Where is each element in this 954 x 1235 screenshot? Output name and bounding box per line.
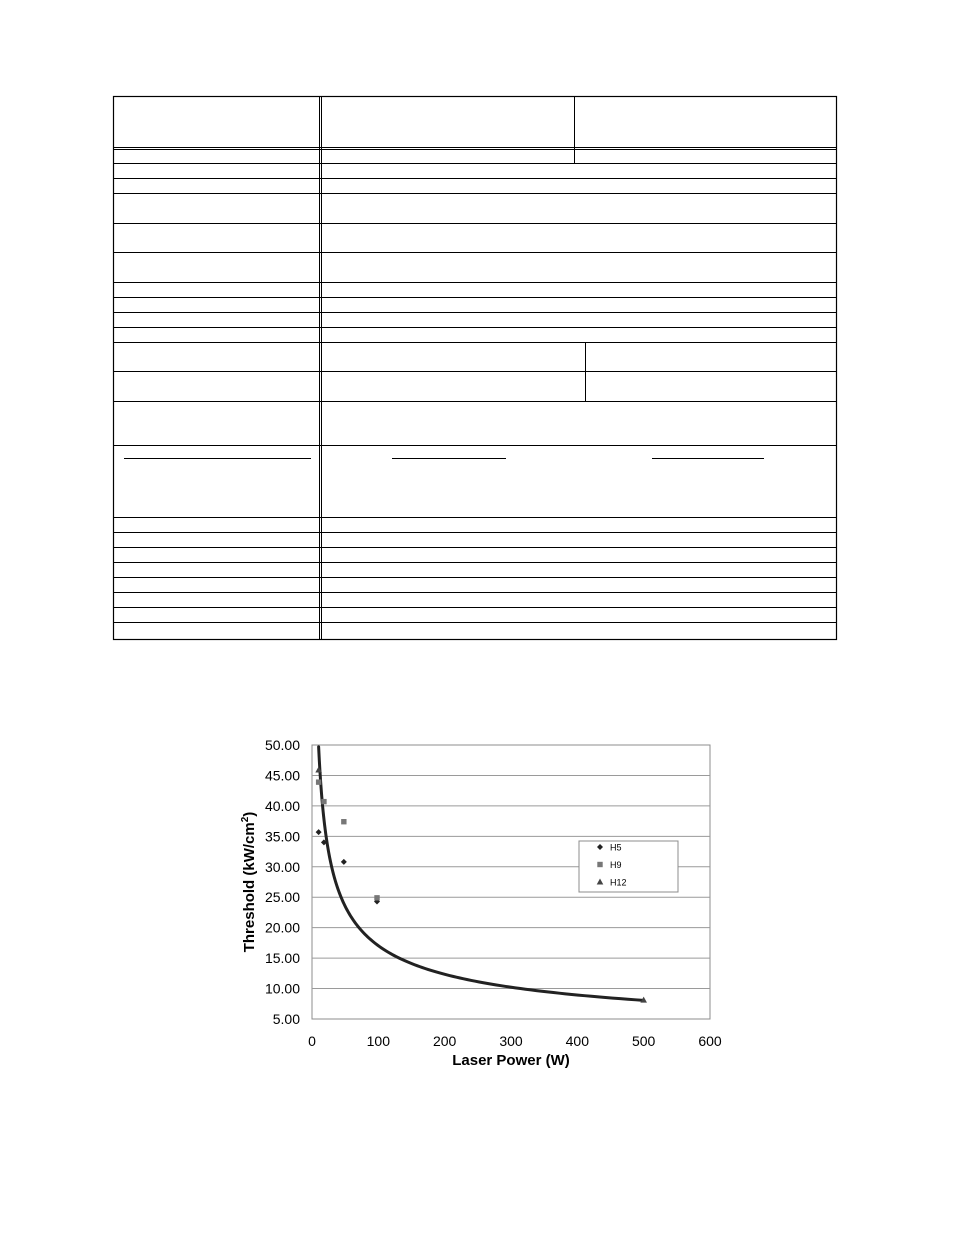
y-tick-label: 40.00	[264, 797, 300, 814]
legend-label-h9: H9	[610, 860, 622, 870]
x-tick-label: 100	[366, 1033, 391, 1049]
x-tick-label: 400	[565, 1033, 590, 1049]
y-tick-label: 5.00	[272, 1011, 300, 1027]
y-tick-label: 10.00	[264, 980, 300, 997]
legend-box	[579, 841, 678, 892]
legend-label-h12: H12	[610, 877, 627, 888]
y-tick-label: 35.00	[264, 828, 300, 845]
data-point-h9	[316, 779, 321, 784]
legend-label-h5: H5	[610, 842, 622, 853]
x-tick-label: 0	[308, 1033, 316, 1049]
y-axis-title	[240, 812, 258, 953]
y-tick-label: 25.00	[264, 889, 300, 906]
data-point-h9	[341, 819, 346, 824]
x-tick-label: 300	[499, 1033, 523, 1049]
data-point-h9	[321, 799, 326, 804]
x-tick-label: 600	[698, 1033, 722, 1049]
x-tick-label: 500	[631, 1033, 656, 1049]
y-axis-ticks	[265, 737, 300, 1027]
y-axis-title-close: )	[241, 811, 258, 817]
y-axis-title-main: Threshold (kW/cm	[241, 822, 258, 953]
legend	[579, 841, 678, 892]
y-tick-label: 50.00	[264, 737, 300, 753]
legend-marker-h9	[597, 862, 602, 867]
y-tick-label: 20.00	[264, 919, 300, 936]
x-axis-title: Laser Power (W)	[452, 1052, 570, 1069]
data-point-h9	[374, 895, 379, 900]
y-axis-title-superscript: 2	[240, 816, 251, 823]
y-tick-label: 30.00	[264, 858, 300, 875]
y-tick-label: 15.00	[264, 950, 300, 967]
x-tick-label: 200	[432, 1033, 457, 1049]
x-axis-ticks	[308, 1033, 722, 1049]
y-tick-label: 45.00	[264, 767, 300, 784]
